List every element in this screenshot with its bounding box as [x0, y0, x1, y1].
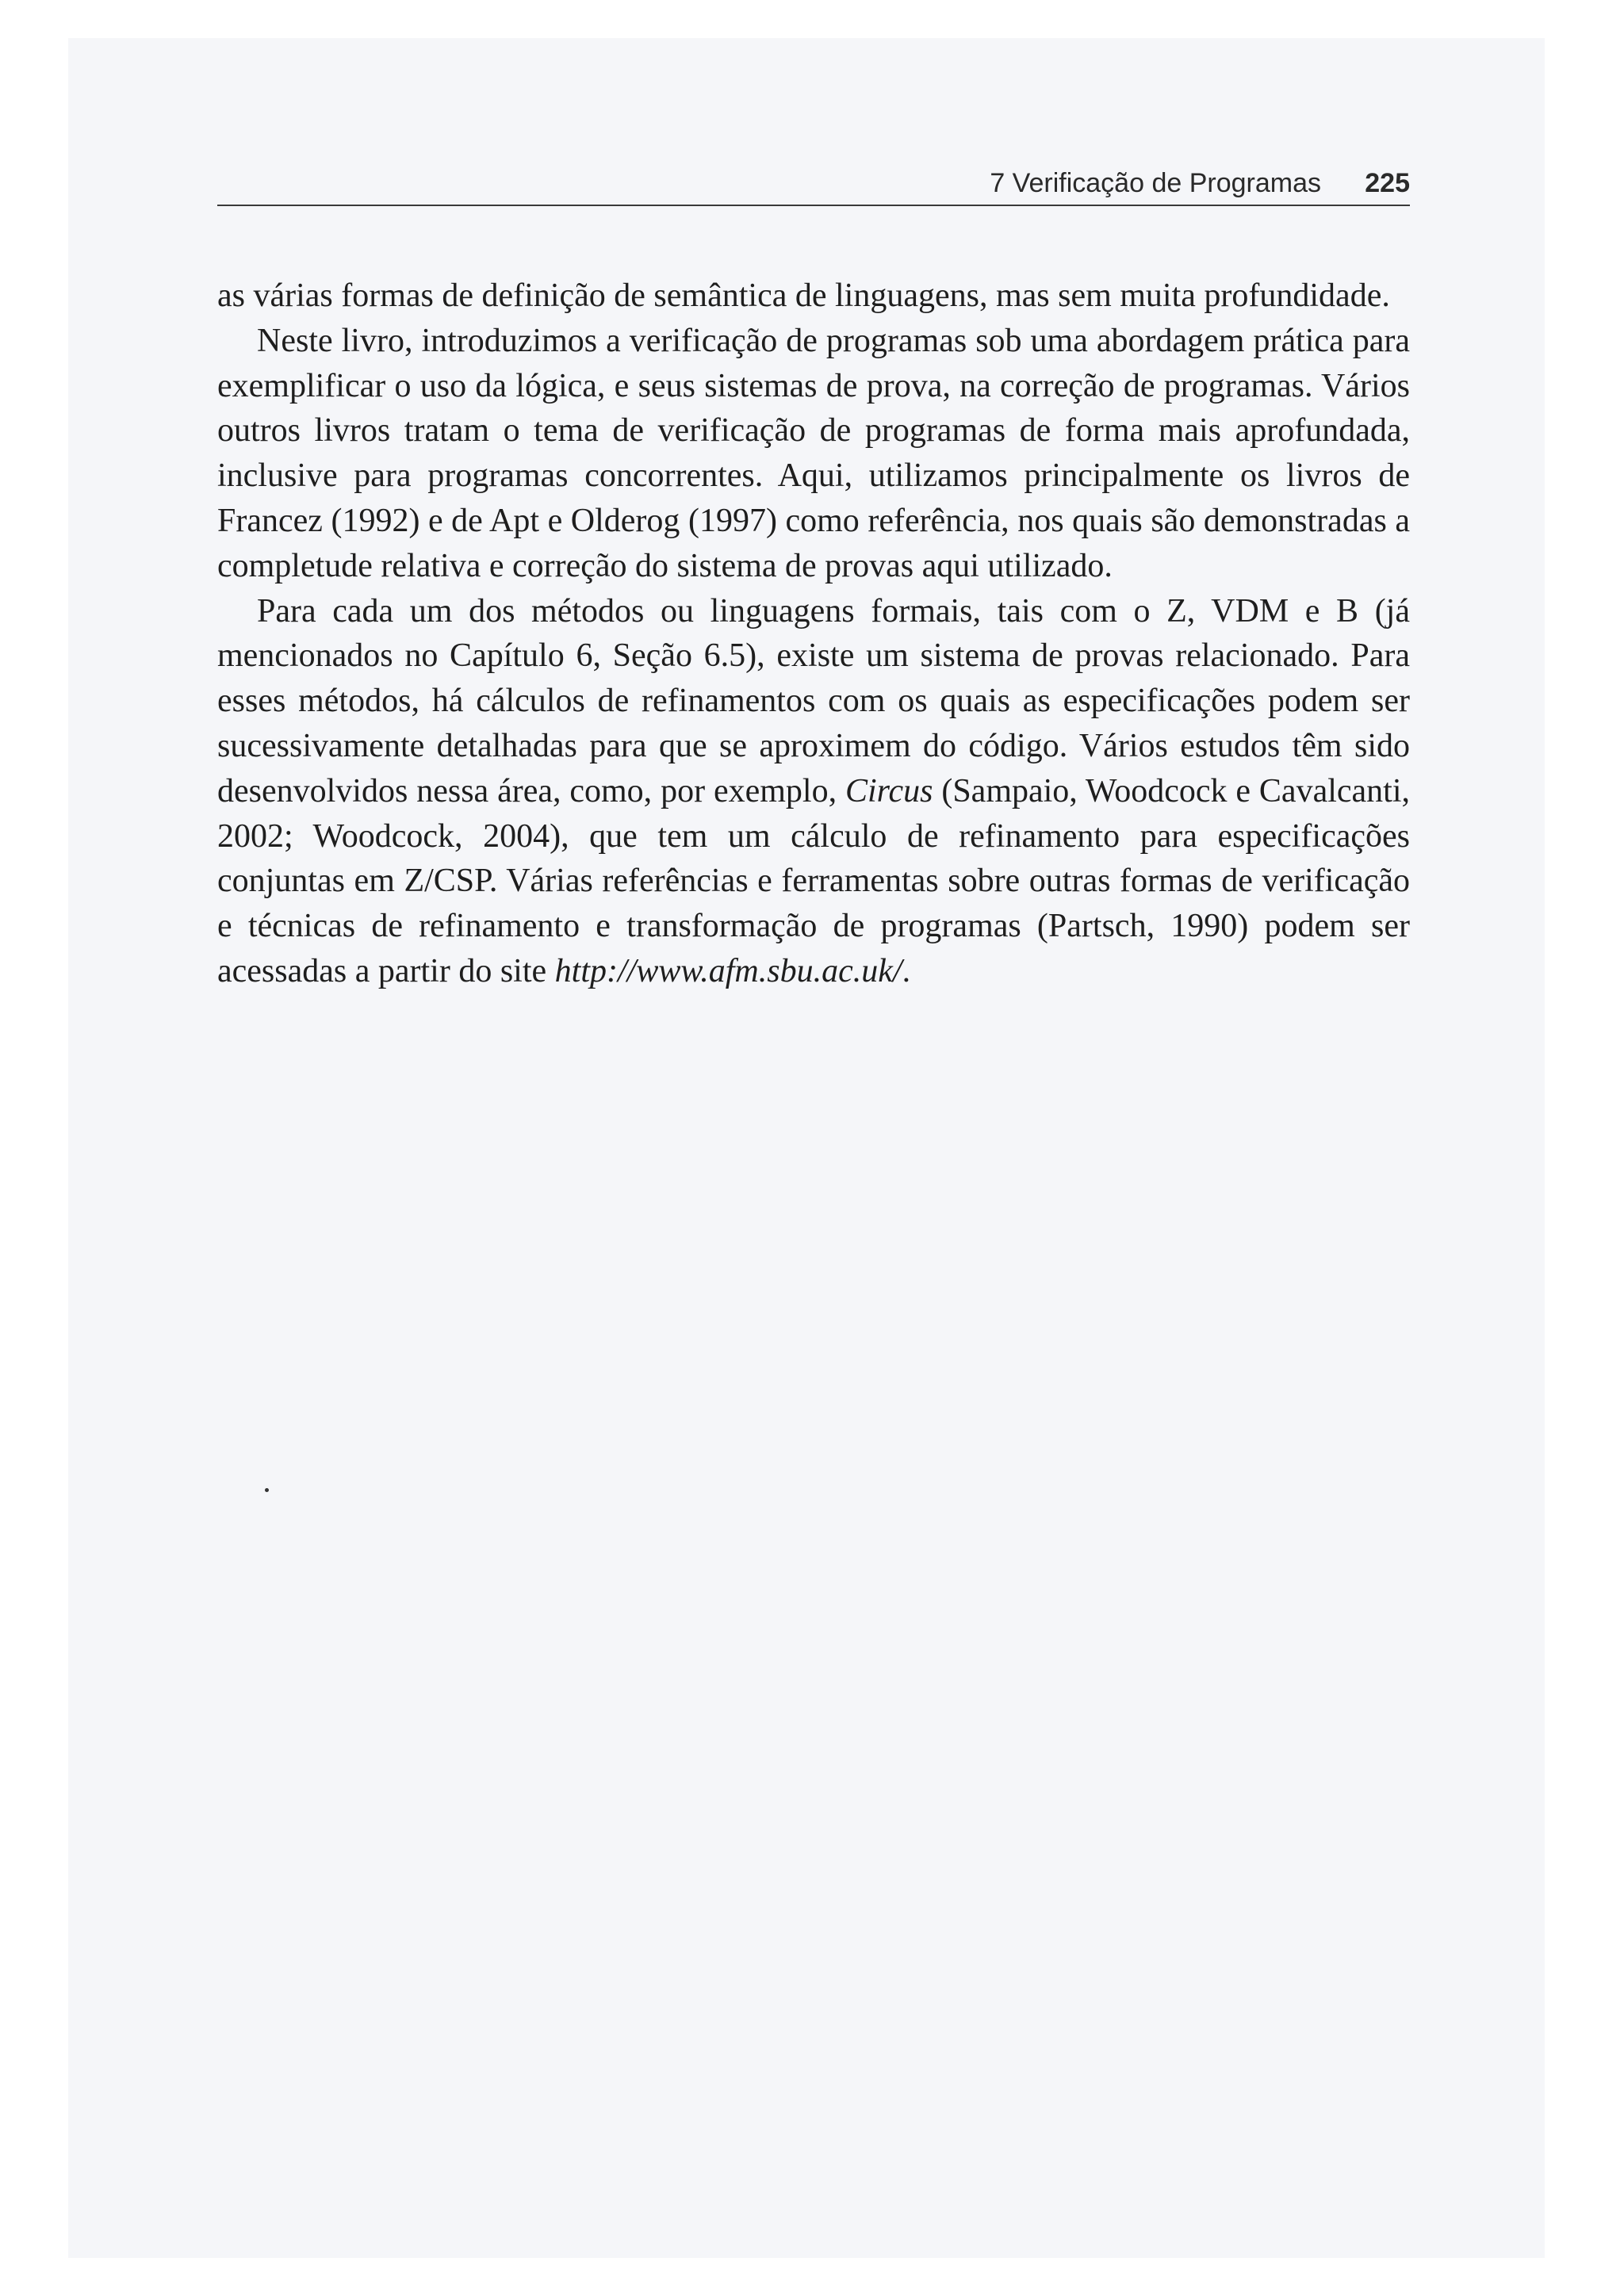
- running-header: [217, 163, 1410, 200]
- stray-dot-mark: [265, 1488, 269, 1492]
- paragraph-3-end: .: [902, 952, 911, 989]
- paragraph-1: as várias formas de definição de semântica de linguagens, mas sem muita profundidade.: [217, 277, 1390, 314]
- paragraph-2: Neste livro, introduzimos a verificação de programas sob uma abordagem prática para exemplificar o uso da lógica, e seus sistemas de prova, na correção de programas. Vários outros livros tratam o tema de verificação de programas de forma mais aprofundada, inclusive para programas concorrentes. Aqui, utilizamos principalmente os livros de Francez (1992) e de Apt e Olderog (1997) como referência, nos quais são demonstradas a completude relativa e correção do sistema de provas aqui utilizado.: [217, 322, 1410, 584]
- site-url: http://www.afm.sbu.ac.uk/: [554, 952, 902, 989]
- body-text: [217, 274, 1410, 994]
- chapter-title: 7 Verificação de Programas: [990, 168, 1321, 198]
- header-rule: [217, 205, 1410, 206]
- page-number: 225: [1365, 168, 1410, 198]
- paragraph-3-text-a: Para cada um dos métodos ou linguagens formais, tais com o Z, VDM e B (já mencionados no Capítulo 6, Seção 6.5), existe um sistema de provas relacionado. Para esses métodos, há cálculos de refinamentos com os quais as especificações podem ser sucessivamente detalhadas para que se aproximem do código. Vários estudos têm sido desenvolvidos nessa área, como, por exemplo,: [217, 592, 1410, 809]
- paragraph-3: [217, 589, 1410, 994]
- circus-term: Circus: [845, 772, 933, 809]
- paragraph-3-text-b: (Sampaio, Woodcock e Cavalcanti, 2002; Woodcock, 2004), que tem um cálculo de refinamento para especificações conjuntas em Z/CSP. Várias referências e ferramentas sobre outras formas de verificação e técnicas de refinamento e transformação de programas (Partsch, 1990) podem ser acessadas a partir do site: [217, 772, 1410, 989]
